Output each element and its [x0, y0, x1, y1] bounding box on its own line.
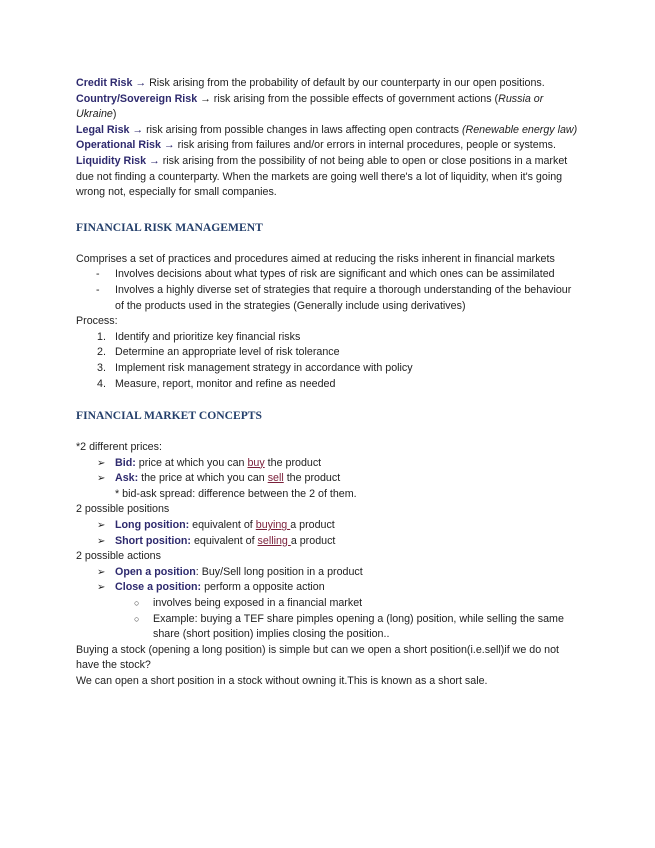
closing-answer: We can open a short position in a stock without owning it.This is known as a short sale. — [76, 675, 488, 687]
close-term: Close a position: — [115, 581, 202, 594]
arrow-marker: ➢ — [97, 473, 106, 485]
risk-example: Russia or Ukraine — [76, 92, 544, 121]
list-item — [76, 456, 581, 472]
ask-term: Ask: — [115, 472, 139, 485]
list-item — [76, 565, 581, 581]
prices-label: *2 different prices: — [76, 441, 162, 454]
bullet-text: Involves a highly diverse set of strategies that require a thorough understanding of the behaviour of the products used in the strategies (Generally include using derivatives) — [115, 283, 572, 312]
frm-intro: Comprises a set of practices and procedures aimed at reducing the risks inherent in financial markets — [76, 252, 555, 265]
arrow-marker: ➢ — [97, 535, 106, 547]
step-text: Implement risk management strategy in accordance with policy — [115, 361, 413, 374]
buying-link[interactable]: buying — [255, 519, 291, 532]
risk-term: Operational Risk → — [76, 139, 175, 152]
risk-operational — [76, 138, 581, 154]
list-item — [76, 330, 581, 346]
risk-text: risk arising from the possibility of not being able to open or close positions in a market due not finding a counterparty. When the markets are going well there's a lot of liquidity, when it's going wrong not, especially for small companies. — [76, 154, 568, 199]
risk-text: risk arising from failures and/or errors in internal procedures, people or systems. — [174, 139, 556, 152]
list-item — [76, 580, 581, 596]
risk-text: → risk arising from the possible effects of government actions ( — [197, 92, 499, 105]
list-item — [76, 377, 581, 393]
short-text: equivalent of — [191, 534, 258, 547]
long-term: Long position: — [115, 519, 190, 532]
short-text-end: a product — [290, 534, 336, 547]
open-text: : Buy/Sell long position in a product — [195, 565, 363, 578]
close-sub-list — [76, 596, 581, 643]
list-item — [76, 518, 581, 534]
risk-text: risk arising from possible changes in laws affecting open contracts — [143, 123, 462, 136]
list-item — [76, 471, 581, 487]
arrow-marker: ➢ — [97, 457, 106, 469]
price-list — [76, 456, 581, 487]
dash-marker: - — [96, 283, 100, 296]
bid-term: Bid: — [115, 456, 136, 469]
circle-marker: ○ — [134, 613, 140, 624]
open-term: Open a position — [115, 565, 196, 578]
sub-item-text: involves being exposed in a financial market — [153, 597, 363, 610]
buy-link[interactable]: buy — [247, 456, 265, 469]
selling-link[interactable]: selling — [257, 534, 291, 547]
list-item — [76, 596, 581, 612]
positions-list — [76, 518, 581, 549]
actions-list — [76, 565, 581, 596]
risk-liquidity — [76, 154, 581, 201]
risk-text: Risk arising from the probability of default by our counterparty in our open positions. — [146, 77, 545, 89]
risk-country — [76, 92, 581, 123]
heading-financial-market-concepts: FINANCIAL MARKET CONCEPTS — [76, 409, 262, 423]
step-text: Determine an appropriate level of risk tolerance — [115, 346, 340, 359]
process-steps — [76, 330, 581, 392]
risk-term: Legal Risk → — [76, 123, 144, 136]
ask-text-end: the product — [283, 472, 341, 485]
long-text-end: a product — [290, 519, 335, 532]
list-item — [76, 361, 581, 377]
close-text: perform a opposite action — [201, 581, 325, 594]
spread-note: * bid-ask spread: difference between the 2 of them. — [115, 487, 357, 500]
dash-marker: - — [96, 268, 100, 281]
circle-marker: ○ — [134, 598, 140, 609]
document-body — [76, 76, 581, 690]
risk-term: Country/Sovereign Risk — [76, 92, 198, 105]
list-item — [76, 267, 581, 283]
process-label: Process: — [76, 315, 118, 328]
list-item — [76, 612, 581, 643]
ask-text: the price at which you can — [138, 472, 268, 485]
step-text: Measure, report, monitor and refine as needed — [115, 377, 336, 390]
positions-label: 2 possible positions — [76, 503, 170, 516]
step-number: 4. — [97, 377, 106, 390]
step-text: Identify and prioritize key financial risks — [115, 330, 301, 343]
risk-term: Credit Risk → — [76, 77, 147, 89]
arrow-marker: ➢ — [97, 566, 106, 578]
step-number: 2. — [97, 346, 106, 359]
step-number: 3. — [97, 361, 106, 374]
sub-item-text: Example: buying a TEF share pimples opening a (long) position, while selling the same share (short position) implies closing the position.. — [153, 612, 564, 641]
bid-text-end: the product — [264, 456, 322, 469]
bid-text: price at which you can — [135, 456, 248, 469]
list-item — [76, 345, 581, 361]
bullet-text: Involves decisions about what types of risk are significant and which ones can be assimilated — [115, 268, 555, 281]
risk-definitions — [76, 76, 581, 201]
arrow-marker: ➢ — [97, 520, 106, 532]
step-number: 1. — [97, 330, 106, 343]
risk-tail: ) — [112, 108, 117, 121]
arrow-marker: ➢ — [97, 582, 106, 594]
closing-question: Buying a stock (opening a long position) is simple but can we open a short position(i.e.sell)if we do not have the stock? — [76, 643, 559, 672]
actions-label: 2 possible actions — [76, 550, 161, 563]
risk-term: Liquidity Risk → — [76, 154, 160, 167]
short-term: Short position: — [115, 534, 191, 547]
frm-bullets — [76, 267, 581, 314]
heading-financial-risk-management: FINANCIAL RISK MANAGEMENT — [76, 220, 263, 234]
sell-link[interactable]: sell — [267, 472, 284, 485]
risk-example: (Renewable energy law) — [461, 123, 578, 136]
list-item — [76, 534, 581, 550]
long-text: equivalent of — [189, 519, 256, 532]
risk-credit — [76, 76, 581, 92]
list-item — [76, 283, 581, 314]
risk-legal — [76, 123, 581, 139]
